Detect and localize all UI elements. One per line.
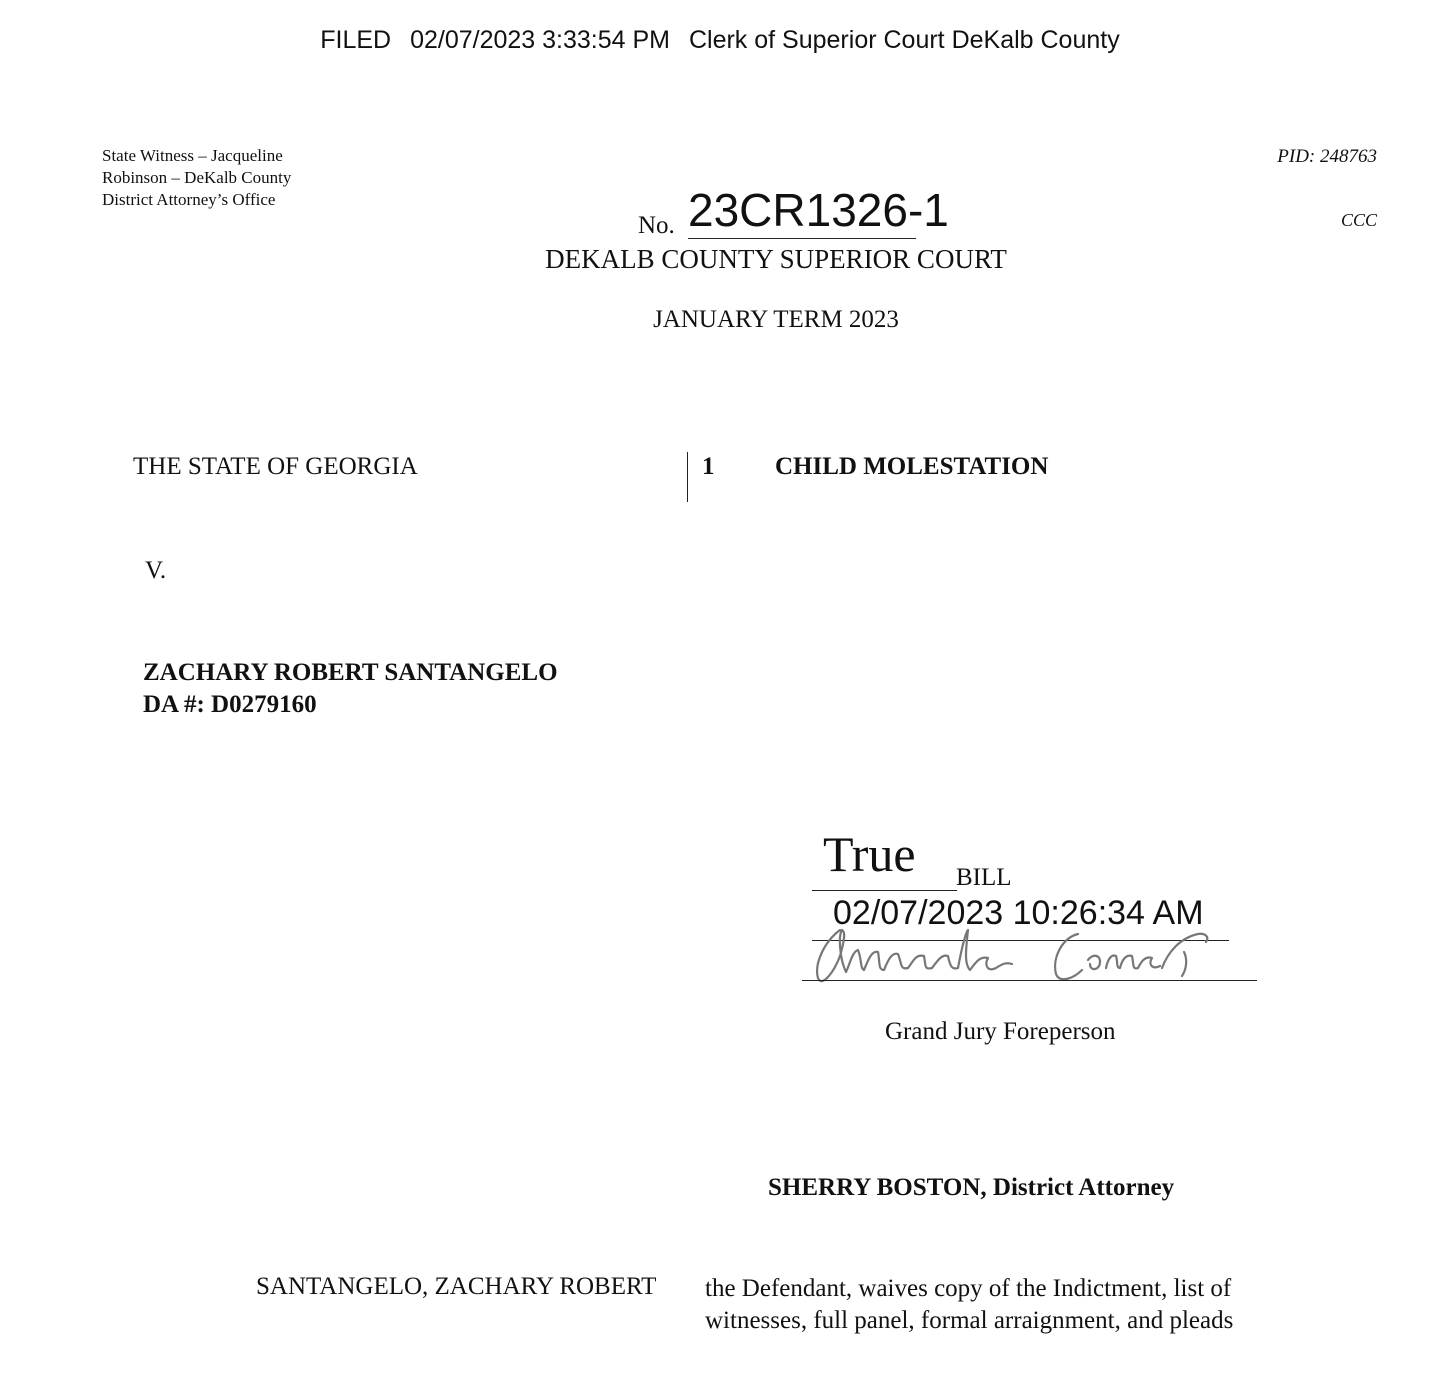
state-witness-line: Robinson – DeKalb County	[102, 168, 292, 187]
waiver-text: the Defendant, waives copy of the Indictment, list of witnesses, full panel, formal arraignment, and pleads	[705, 1275, 1234, 1334]
signature-first-name	[817, 930, 1012, 981]
filed-datetime: 02/07/2023 3:33:54 PM	[410, 26, 671, 54]
true-bill-verdict: True	[823, 826, 916, 882]
waiver-defendant-name: SANTANGELO, ZACHARY ROBERT	[256, 1273, 657, 1300]
filed-stamp	[0, 26, 1440, 55]
versus-label: V.	[145, 557, 167, 584]
district-attorney	[768, 1174, 1174, 1202]
court-name: DEKALB COUNTY SUPERIOR COURT	[545, 244, 1007, 274]
foreperson-signature	[806, 912, 1218, 994]
count-number: 1	[702, 453, 715, 480]
state-witness-line: State Witness – Jacqueline	[102, 146, 283, 165]
signature-line	[802, 980, 1257, 981]
charge-title: CHILD MOLESTATION	[775, 453, 1049, 480]
signature-last-name	[1055, 934, 1207, 979]
district-attorney-title: District Attorney	[992, 1174, 1175, 1201]
bill-label: BILL	[956, 864, 1012, 891]
caption-divider	[687, 452, 688, 502]
state-witness-block	[102, 145, 342, 211]
court-term: JANUARY TERM 2023	[653, 306, 899, 333]
district-attorney-name: SHERRY BOSTON,	[768, 1174, 987, 1201]
pid-label: PID: 248763	[1277, 146, 1377, 167]
verdict-underline	[812, 890, 957, 891]
true-bill-date: 02/07/2023 10:26:34 AM	[833, 894, 1204, 932]
filed-clerk: Clerk of Superior Court DeKalb County	[688, 26, 1120, 54]
signature-strokes	[817, 930, 1207, 981]
case-number-prefix: No.	[638, 212, 675, 239]
ccc-label: CCC	[1340, 210, 1377, 230]
da-number: DA #: D0279160	[143, 691, 317, 718]
plaintiff-name: THE STATE OF GEORGIA	[133, 453, 418, 480]
defendant-name: ZACHARY ROBERT SANTANGELO	[143, 659, 558, 686]
foreperson-title: Grand Jury Foreperson	[885, 1018, 1116, 1045]
state-witness-line: District Attorney’s Office	[102, 190, 276, 209]
case-number: 23CR1326-1	[688, 184, 916, 239]
filed-label: FILED	[320, 26, 392, 54]
